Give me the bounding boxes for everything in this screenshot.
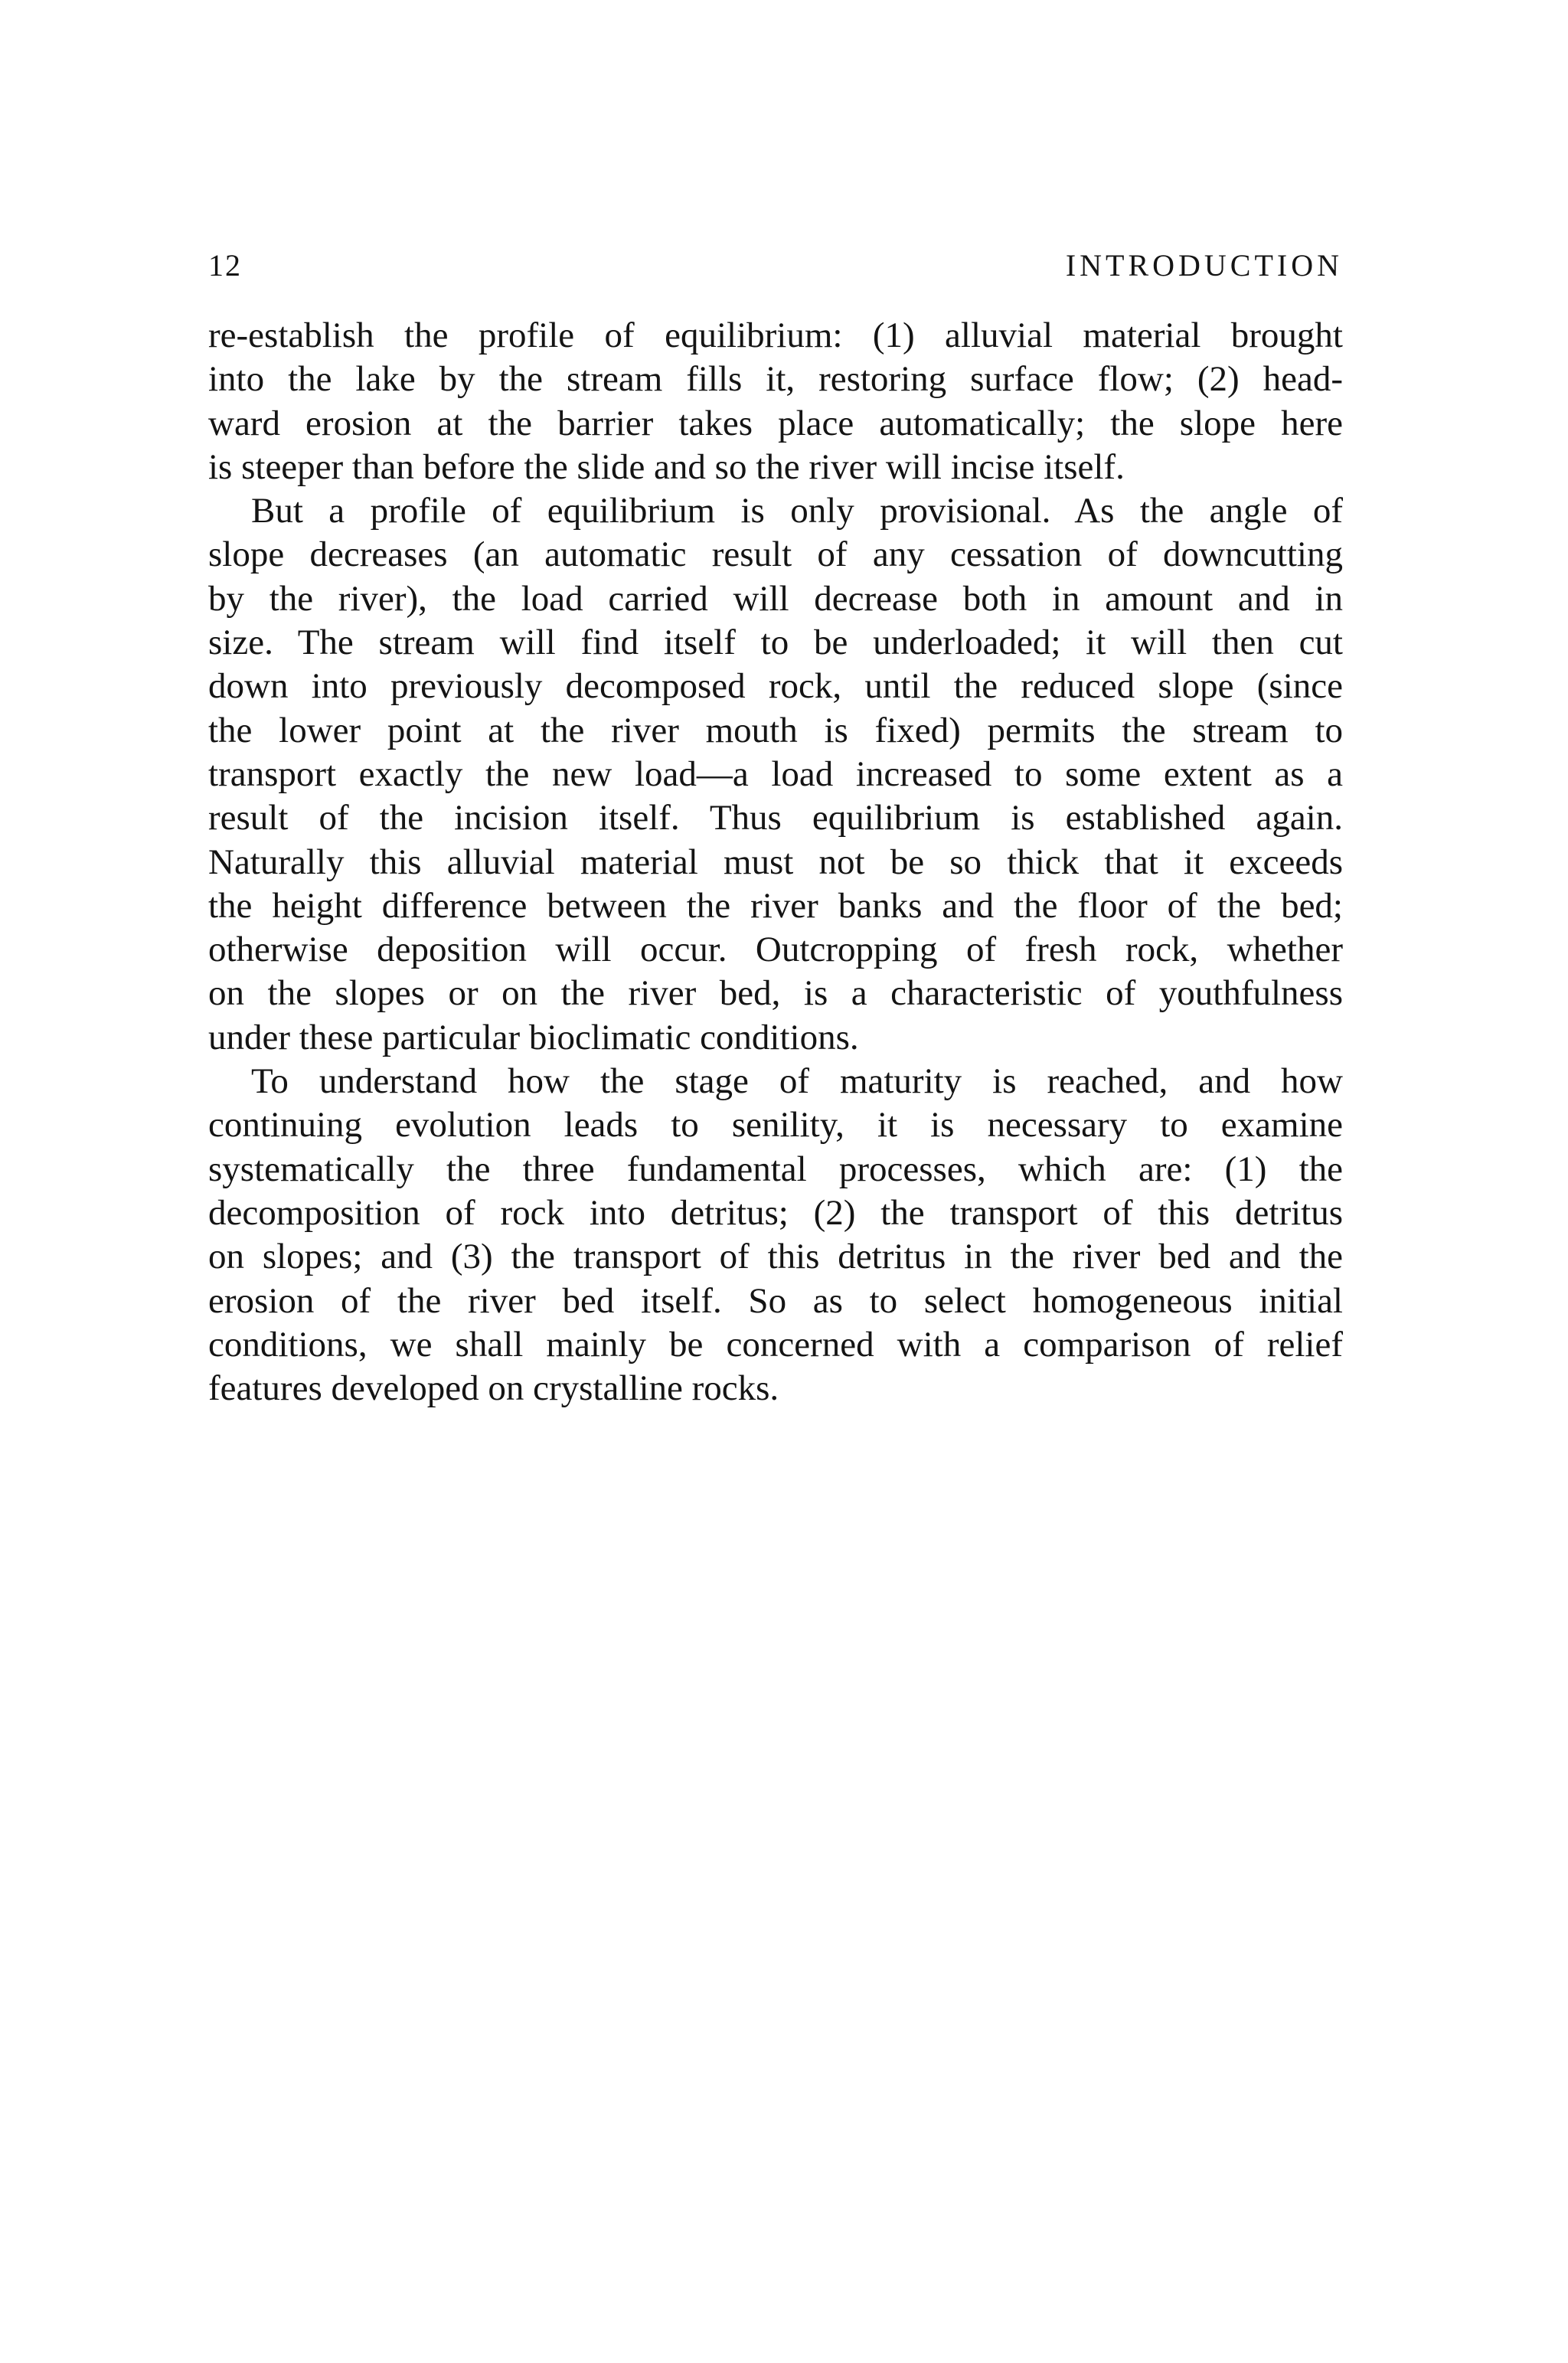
text-line: ward erosion at the barrier takes place automatically; the slope here: [208, 403, 1343, 443]
text-line: under these particular bioclimatic conditions.: [208, 1017, 859, 1057]
text-line: systematically the three fundamental processes, which are: (1) the: [208, 1149, 1343, 1189]
text-line: on slopes; and (3) the transport of this detritus in the river bed and the: [208, 1237, 1343, 1277]
text-line: is steeper than before the slide and so the river will incise itself.: [208, 446, 1125, 487]
text-line: by the river), the load carried will decrease both in amount and in: [208, 578, 1343, 619]
text-line: the lower point at the river mouth is fixed) permits the stream to: [208, 710, 1343, 750]
text-line: erosion of the river bed itself. So as to select homogeneous initial: [208, 1280, 1343, 1321]
text-line: features developed on crystalline rocks.: [208, 1368, 779, 1409]
text-line: Naturally this alluvial material must not be so thick that it exceeds: [208, 842, 1343, 882]
page-number: 12: [208, 248, 242, 283]
text-line: continuing evolution leads to senility, it is necessary to examine: [208, 1105, 1343, 1146]
text-line: re-establish the profile of equilibrium: (1) alluvial material brought: [208, 315, 1343, 355]
text-line: result of the incision itself. Thus equilibrium is established again.: [208, 798, 1343, 838]
text-line: into the lake by the stream fills it, restoring surface flow; (2) head-: [208, 359, 1343, 400]
body-text: [208, 314, 1343, 1410]
text-line: on the slopes or on the river bed, is a characteristic of youthfulness: [208, 973, 1343, 1014]
running-title: INTRODUCTION: [1065, 248, 1343, 283]
text-line: down into previously decomposed rock, until the reduced slope (since: [208, 666, 1343, 707]
text-line: But a profile of equilibrium is only provisional. As the angle of: [251, 491, 1343, 531]
running-head: [208, 247, 1343, 289]
text-line: size. The stream will find itself to be underloaded; it will then cut: [208, 623, 1343, 663]
text-line: transport exactly the new load—a load increased to some extent as a: [208, 753, 1343, 794]
text-line: the height difference between the river banks and the floor of the bed;: [208, 885, 1343, 926]
text-line: conditions, we shall mainly be concerned with a comparison of relief: [208, 1324, 1343, 1365]
text-line: slope decreases (an automatic result of any cessation of downcutting: [208, 534, 1343, 575]
text-line: decomposition of rock into detritus; (2) the transport of this detritus: [208, 1192, 1343, 1233]
text-line: otherwise deposition will occur. Outcropping of fresh rock, whether: [208, 930, 1343, 970]
text-line: To understand how the stage of maturity is reached, and how: [251, 1061, 1343, 1102]
